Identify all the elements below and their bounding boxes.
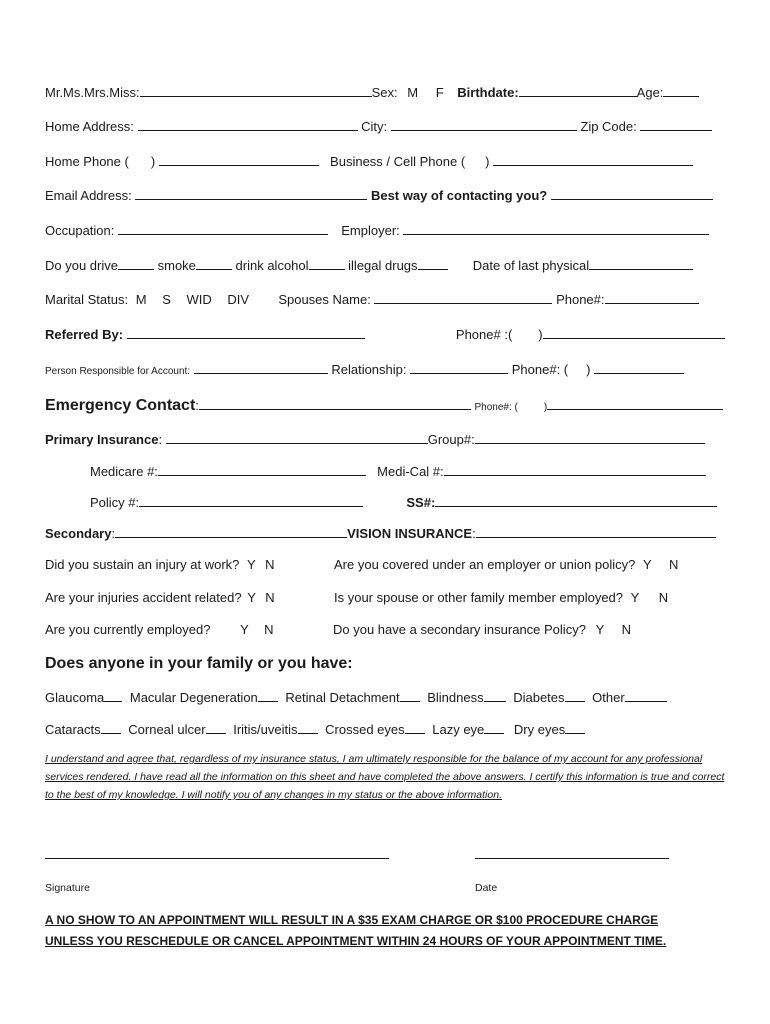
referred-label: Referred By: [45, 327, 124, 342]
emergency-row [45, 396, 723, 418]
age-field[interactable] [663, 84, 699, 97]
question-2-right [334, 590, 668, 606]
answer-yes[interactable]: Y [247, 590, 256, 605]
phone-row [45, 153, 693, 170]
condition-blindness: Blindness [427, 690, 484, 705]
habits-row [45, 257, 693, 274]
cell-phone-close: ) [485, 154, 490, 169]
primary-insurance-row [45, 431, 705, 448]
cell-phone-field[interactable] [493, 153, 693, 166]
name-row [45, 84, 699, 101]
relationship-label: Relationship: [331, 362, 407, 377]
responsible-phone-field[interactable] [594, 361, 684, 374]
condition-dry-eyes: Dry eyes [513, 722, 566, 737]
drugs-label: illegal drugs [348, 258, 418, 273]
group-field[interactable] [475, 431, 705, 444]
employer-field[interactable] [403, 222, 709, 235]
birthdate-label: Birthdate: [457, 85, 519, 100]
responsible-phone-label: Phone#: ( [511, 362, 569, 377]
referred-field[interactable] [127, 326, 365, 339]
medical-field[interactable] [444, 463, 706, 476]
condition-field[interactable] [405, 721, 425, 734]
city-label: City: [361, 119, 388, 134]
referred-phone-close: ) [538, 327, 543, 342]
signature-label: Signature [45, 882, 90, 894]
marital-div[interactable]: DIV [227, 292, 250, 307]
spouse-phone-label: Phone#: [556, 292, 605, 307]
email-row [45, 187, 713, 204]
answer-no[interactable]: N [264, 622, 274, 637]
notice-line-1: A NO SHOW TO AN APPOINTMENT WILL RESULT IN A $35 EXAM CHARGE OR $100 PROCEDURE CHARGE [45, 913, 659, 927]
secondary-colon: : [111, 526, 116, 541]
question-text: Did you sustain an injury at work? [45, 557, 240, 572]
medicare-label: Medicare #: [90, 464, 158, 479]
vision-field[interactable] [476, 525, 716, 538]
vision-colon: : [472, 526, 476, 541]
referred-row [45, 326, 725, 343]
contact-method-field[interactable] [551, 187, 713, 200]
condition-field[interactable] [104, 689, 122, 702]
date-label: Date [475, 882, 498, 894]
city-field[interactable] [391, 118, 577, 131]
conditions-row-2 [45, 721, 585, 738]
name-label: Mr.Ms.Mrs.Miss: [45, 85, 140, 100]
answer-yes[interactable]: Y [630, 590, 640, 605]
vision-label: VISION INSURANCE [347, 526, 473, 541]
primary-insurance-label: Primary Insurance [45, 432, 159, 447]
drugs-field[interactable] [418, 257, 448, 270]
group-label: Group#: [427, 432, 475, 447]
ss-field[interactable] [435, 494, 717, 507]
medical-label: Medi-Cal #: [377, 464, 444, 479]
responsible-phone-close: ) [586, 362, 591, 377]
condition-glaucoma: Glaucoma [45, 690, 105, 705]
answer-no[interactable]: N [669, 557, 679, 572]
answer-no[interactable]: N [658, 590, 669, 605]
emergency-colon: : [195, 398, 199, 413]
answer-no[interactable]: N [621, 622, 632, 637]
zip-field[interactable] [640, 118, 712, 131]
conditions-row-1 [45, 689, 667, 706]
answer-yes[interactable]: Y [240, 622, 249, 637]
condition-field[interactable] [484, 689, 506, 702]
responsible-label: Person Responsible for Account: [45, 366, 191, 377]
responsible-field[interactable] [194, 361, 328, 374]
primary-insurance-field[interactable] [166, 431, 428, 444]
question-1-left [45, 557, 274, 573]
smoke-label: smoke [157, 258, 196, 273]
condition-diabetes: Diabetes [513, 690, 565, 705]
answer-no[interactable]: N [265, 557, 275, 572]
sex-m[interactable]: M [407, 85, 419, 100]
address-field[interactable] [138, 118, 358, 131]
zip-label: Zip Code: [580, 119, 637, 134]
condition-other: Other [592, 690, 625, 705]
condition-iritis-uveitis: Iritis/uveitis [233, 722, 298, 737]
birthdate-field[interactable] [519, 84, 637, 97]
medicare-field[interactable] [158, 463, 366, 476]
condition-field[interactable] [400, 689, 420, 702]
spouse-label: Spouses Name: [278, 292, 371, 307]
emergency-label: Emergency Contact [45, 397, 196, 414]
address-row [45, 118, 712, 135]
emergency-phone-label: Phone#: ( [474, 402, 518, 413]
emergency-field[interactable] [199, 397, 471, 410]
question-3-left [45, 622, 274, 638]
condition-retinal-detachment: Retinal Detachment [285, 690, 400, 705]
primary-insurance-colon: : [158, 432, 163, 447]
secondary-field[interactable] [115, 525, 347, 538]
question-1-right [334, 557, 678, 573]
drive-field[interactable] [118, 257, 154, 270]
contact-method-label: Best way of contacting you? [370, 188, 548, 203]
signature-line[interactable] [45, 858, 389, 859]
smoke-field[interactable] [196, 257, 232, 270]
cell-phone-label: Business / Cell Phone ( [330, 154, 466, 169]
answer-yes[interactable]: Y [642, 557, 652, 572]
condition-cataracts: Cataracts [45, 722, 101, 737]
physical-field[interactable] [589, 257, 693, 270]
question-text: Are your injuries accident related? [45, 590, 242, 605]
date-line[interactable] [475, 858, 669, 859]
answer-yes[interactable]: Y [247, 557, 256, 572]
no-show-notice [45, 910, 735, 952]
referred-phone-label: Phone# :( [455, 327, 513, 342]
spouse-field[interactable] [374, 291, 552, 304]
condition-field[interactable] [298, 721, 318, 734]
home-phone-label: Home Phone ( [45, 154, 129, 169]
physical-label: Date of last physical [472, 258, 590, 273]
marital-wid[interactable]: WID [186, 292, 212, 307]
question-3-right [333, 622, 631, 638]
emergency-phone-close: ) [543, 402, 548, 413]
answer-no[interactable]: N [265, 590, 275, 605]
medicare-row [90, 463, 706, 480]
email-field[interactable] [135, 187, 367, 200]
question-text: Do you have a secondary insurance Policy? [333, 622, 586, 637]
agreement-text: I understand and agree that, regardless of my insurance status, I am ultimately responsible for the balance of my account for any professional services rendered. I have read all the information on this sheet and have completed the above answers. I certify this information is true and correct to the best of my knowledge. I will notify you of any changes in my status or the above information. [45, 753, 725, 801]
condition-macular-degeneration: Macular Degeneration [129, 690, 258, 705]
marital-m[interactable]: M [135, 292, 147, 307]
sex-f[interactable]: F [435, 85, 444, 100]
occupation-row [45, 222, 709, 239]
question-text: Are you currently employed? [45, 622, 211, 637]
secondary-label: Secondary [45, 526, 112, 541]
ss-label: SS#: [406, 495, 436, 510]
alcohol-label: drink alcohol [235, 258, 309, 273]
home-phone-field[interactable] [159, 153, 319, 166]
emergency-phone-field[interactable] [547, 397, 723, 410]
condition-field[interactable] [258, 689, 278, 702]
sex-label: Sex: [371, 85, 398, 100]
condition-field[interactable] [625, 689, 667, 702]
condition-crossed-eyes: Crossed eyes [325, 722, 405, 737]
family-heading: Does anyone in your family or you have: [45, 655, 353, 672]
marital-row [45, 291, 699, 308]
condition-field[interactable] [484, 721, 504, 734]
question-text: Are you covered under an employer or union policy? [334, 557, 636, 572]
responsible-row [45, 361, 684, 380]
secondary-row [45, 525, 716, 542]
drive-label: Do you drive [45, 258, 118, 273]
marital-s[interactable]: S [162, 292, 171, 307]
question-text: Is your spouse or other family member employed? [334, 590, 624, 605]
question-2-left [45, 590, 275, 606]
email-label: Email Address: [45, 188, 132, 203]
policy-row [90, 494, 717, 511]
age-label: Age: [636, 85, 664, 100]
spouse-phone-field[interactable] [605, 291, 699, 304]
policy-field[interactable] [139, 494, 363, 507]
condition-field[interactable] [206, 721, 226, 734]
condition-field[interactable] [565, 689, 585, 702]
alcohol-field[interactable] [309, 257, 345, 270]
referred-phone-field[interactable] [543, 326, 725, 339]
address-label: Home Address: [45, 119, 134, 134]
relationship-field[interactable] [410, 361, 508, 374]
notice-line-2: UNLESS YOU RESCHEDULE OR CANCEL APPOINTMENT WITHIN 24 HOURS OF YOUR APPOINTMENT TIME. [45, 934, 667, 948]
condition-field[interactable] [101, 721, 121, 734]
policy-label: Policy #: [90, 495, 140, 510]
condition-lazy-eye: Lazy eye [432, 722, 485, 737]
home-phone-close: ) [150, 154, 156, 169]
marital-label: Marital Status: [45, 292, 129, 307]
occupation-label: Occupation: [45, 223, 115, 238]
name-field[interactable] [140, 84, 372, 97]
answer-yes[interactable]: Y [595, 622, 604, 637]
employer-label: Employer: [341, 223, 400, 238]
occupation-field[interactable] [118, 222, 328, 235]
condition-corneal-ulcer: Corneal ulcer [128, 722, 206, 737]
condition-field[interactable] [565, 721, 585, 734]
